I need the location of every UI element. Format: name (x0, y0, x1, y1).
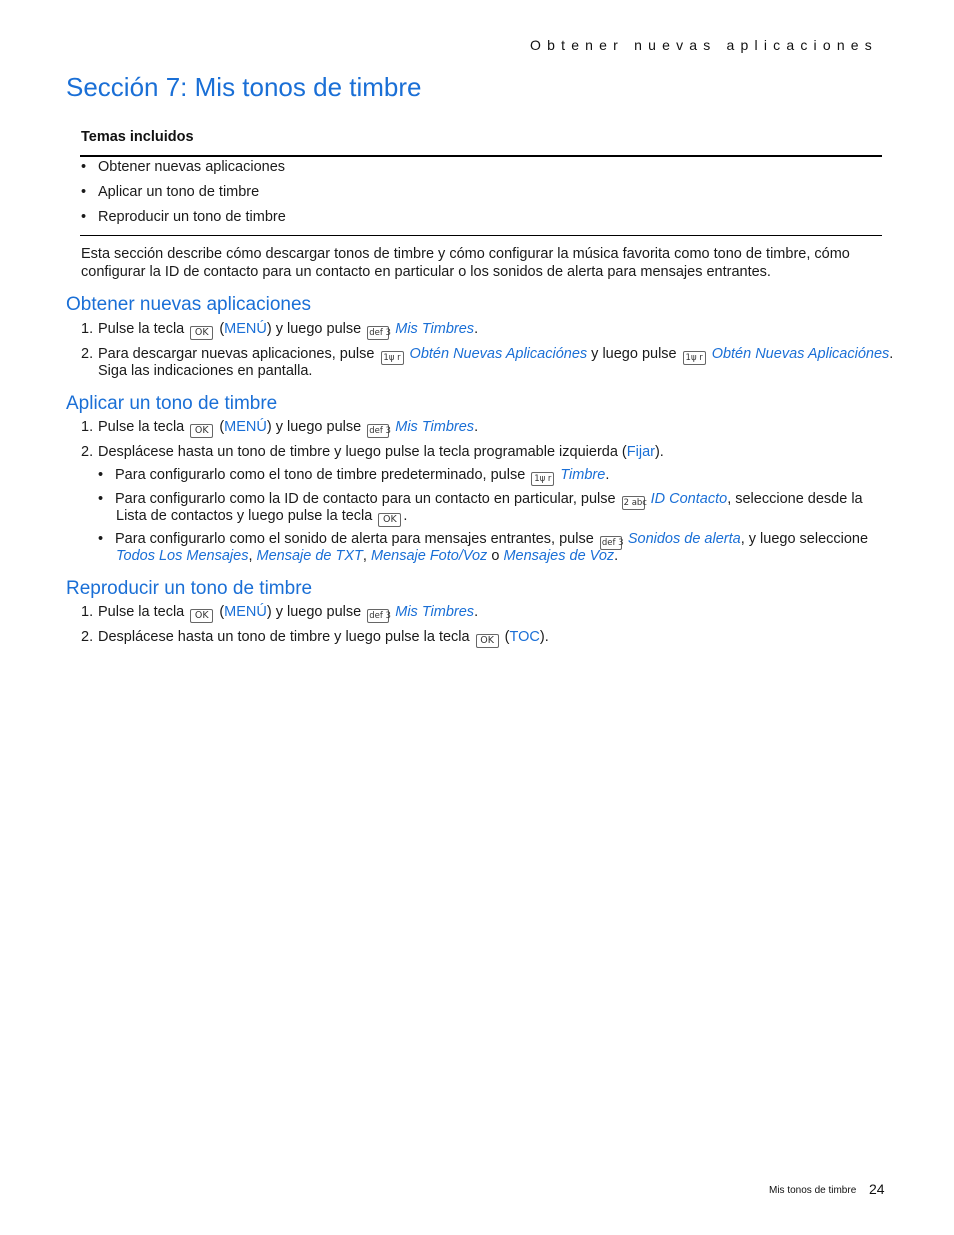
key-2-icon: 2 abc (623, 498, 647, 508)
step-line (81, 443, 664, 461)
topic-link-aplicar[interactable]: Aplicar un tono de timbre (98, 184, 260, 200)
close-period: ). (539, 629, 549, 645)
topic-link-obtener[interactable]: Obtener nuevas aplicaciones (98, 159, 286, 175)
key-1-icon: 1ψ r (381, 351, 404, 365)
bullet-text: Para configurarlo como el tono de timbre predeterminado, pulse (115, 467, 526, 483)
section-heading-aplicar: Aplicar un tono de timbre (66, 393, 278, 414)
bullet: • (98, 491, 104, 507)
step-text: Para descargar nuevas aplicaciones, pulse (98, 346, 375, 362)
topic-link-reproducir[interactable]: Reproducir un tono de timbre (98, 209, 286, 225)
step-text: Pulse la tecla (98, 321, 185, 337)
ok-key-icon: OK (190, 609, 213, 623)
step-line (81, 320, 478, 340)
bullet-line (98, 466, 609, 486)
bullet-text: , seleccione desde la (727, 491, 863, 507)
period: . (614, 548, 619, 564)
step-number: 1. (81, 419, 94, 435)
step-line (81, 628, 549, 648)
obten-nuevas-link[interactable]: Obtén Nuevas Aplicaciónes (711, 346, 890, 362)
period: . (474, 321, 479, 337)
mensaje-txt-link[interactable]: Mensaje de TXT (256, 548, 363, 564)
section-heading-obtener: Obtener nuevas aplicaciones (66, 294, 312, 315)
step-text: Pulse la tecla (98, 419, 185, 435)
topic-item (81, 157, 286, 182)
step-text: Desplácese hasta un tono de timbre y luego pulse la tecla programable izquierda ( (98, 444, 627, 460)
page-title: Sección 7: Mis tonos de timbre (66, 72, 422, 102)
key-3-icon: def 3 (369, 611, 391, 621)
toc-softkey-label: TOC (509, 629, 540, 645)
topics-list (81, 157, 286, 232)
key-3-icon: def 3 (369, 426, 391, 436)
key-3-icon: def 3 (601, 538, 624, 548)
topic-item (81, 207, 286, 232)
sonidos-alerta-link[interactable]: Sonidos de alerta (627, 531, 741, 547)
key-3-icon: def 3 (369, 328, 391, 338)
bullet: • (98, 531, 104, 547)
topics-label: Temas incluidos (81, 129, 194, 145)
bullet: • (98, 467, 104, 483)
menu-softkey-label: MENÚ (224, 321, 267, 337)
key-1-icon: 1ψ r (531, 472, 554, 486)
ok-key-icon: OK (190, 326, 213, 340)
step-number: 2. (81, 444, 94, 460)
ok-key-icon: OK (378, 513, 401, 527)
page-number: 24 (869, 1181, 885, 1197)
bullet-text: Lista de contactos y luego pulse la tecla (116, 508, 373, 524)
fijar-softkey-label: Fijar (626, 444, 655, 460)
step-number: 2. (81, 629, 94, 645)
period: . (889, 346, 894, 362)
step-number: 2. (81, 346, 94, 362)
bullet-text: , y luego seleccione (740, 531, 869, 547)
step-number: 1. (81, 321, 94, 337)
step-text: ) y luego pulse (266, 604, 362, 620)
period: . (403, 508, 408, 524)
bullet-continuation (116, 547, 618, 565)
topic-item (81, 182, 286, 207)
bullet-text: Para configurarlo como la ID de contacto para un contacto en particular, pulse (115, 491, 616, 507)
separator: , (248, 548, 257, 564)
bullet: • (81, 184, 87, 200)
timbre-link[interactable]: Timbre (560, 467, 606, 483)
bullet: • (81, 209, 87, 225)
period: . (474, 419, 479, 435)
footer-label: Mis tonos de timbre (769, 1185, 857, 1196)
bullet: • (81, 159, 87, 175)
step-text: ) y luego pulse (266, 321, 362, 337)
ok-key-icon: OK (476, 634, 499, 648)
key-1-icon: 1ψ r (683, 351, 706, 365)
mis-timbres-link[interactable]: Mis Timbres (395, 321, 475, 337)
step-text: Desplácese hasta un tono de timbre y luego pulse la tecla (98, 629, 470, 645)
step-text: y luego pulse (587, 346, 677, 362)
intro-paragraph: Esta sección describe cómo descargar tonos de timbre y cómo configurar la música favorita como tono de timbre, cómo configurar la ID de contacto para un contacto en particular o los sonidos de alerta para mensajes entrantes. (81, 246, 850, 280)
period: . (474, 604, 479, 620)
period: . (605, 467, 610, 483)
paren-open: ( (219, 419, 225, 435)
separator: , (362, 548, 371, 564)
step-line (81, 603, 478, 623)
menu-softkey-label: MENÚ (224, 604, 267, 620)
ok-key-icon: OK (190, 424, 213, 438)
paren-open: ( (219, 604, 225, 620)
id-contacto-link[interactable]: ID Contacto (650, 491, 728, 507)
step-text: ) y luego pulse (266, 419, 362, 435)
running-header: Obtener nuevas aplicaciones (530, 37, 878, 53)
obten-nuevas-link[interactable]: Obtén Nuevas Aplicaciónes (409, 346, 588, 362)
topics-bottom-rule (80, 235, 882, 236)
step-text: Pulse la tecla (98, 604, 185, 620)
todos-mensajes-link[interactable]: Todos Los Mensajes (116, 548, 249, 564)
section-heading-reproducir: Reproducir un tono de timbre (66, 578, 313, 599)
paren-open: ( (219, 321, 225, 337)
mensaje-foto-voz-link[interactable]: Mensaje Foto/Voz (370, 548, 488, 564)
bullet-text: Para configurarlo como el sonido de alerta para mensajes entrantes, pulse (115, 531, 594, 547)
mis-timbres-link[interactable]: Mis Timbres (395, 604, 475, 620)
mis-timbres-link[interactable]: Mis Timbres (395, 419, 475, 435)
conjunction: o (487, 548, 504, 564)
close-period: ). (654, 444, 664, 460)
step-number: 1. (81, 604, 94, 620)
step-line (81, 418, 478, 438)
mensajes-voz-link[interactable]: Mensajes de Voz (503, 548, 615, 564)
menu-softkey-label: MENÚ (224, 419, 267, 435)
step-continuation: Siga las indicaciones en pantalla. (98, 363, 313, 379)
paren-open: ( (504, 629, 510, 645)
bullet-continuation (116, 507, 407, 527)
